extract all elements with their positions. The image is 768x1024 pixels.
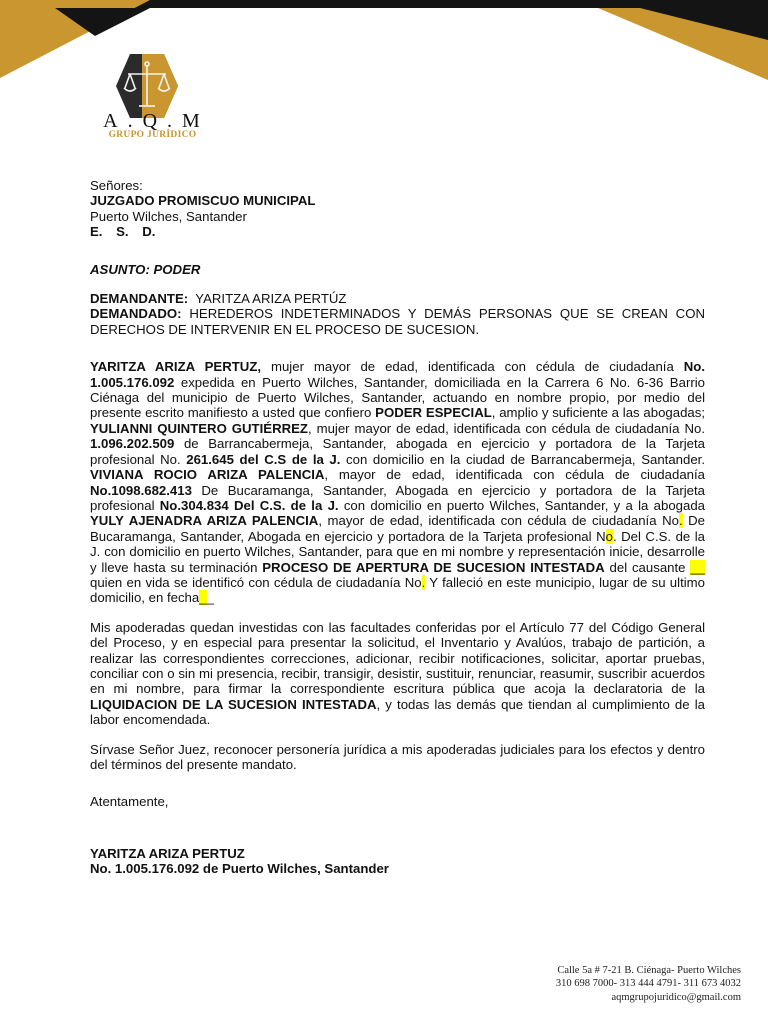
text-run: del causante	[604, 559, 691, 575]
highlight-blank: _	[199, 590, 207, 606]
highlight-blank: __	[690, 559, 705, 575]
text-run: , mayor de edad, identificada con cédula de ciudadanía No	[318, 513, 679, 529]
text-run: , mayor de edad, identificada con cédula de ciudadanía	[324, 467, 705, 483]
highlight-blank: .	[421, 574, 426, 590]
grantor-id: No. 1.005.176.092	[90, 359, 705, 390]
grantor-name: YARITZA ARIZA PERTUZ,	[90, 359, 262, 375]
signature-id: No. 1.005.176.092 de Puerto Wilches, Santander	[90, 861, 389, 877]
signature-name: YARITZA ARIZA PERTUZ	[90, 845, 245, 861]
salutation: Señores:	[90, 178, 143, 193]
text-run: Y falleció en este municipio, lugar de su ultimo domicilio, en fecha	[90, 574, 705, 606]
footer-contact	[556, 964, 741, 1004]
footer-phones: 310 698 7000- 313 444 4791- 311 673 4032	[555, 978, 741, 990]
process-name: PROCESO DE APERTURA DE SUCESION INTESTADA	[262, 559, 605, 575]
demandante-value: YARITZA ARIZA PERTÚZ	[195, 291, 347, 307]
demandante-label: DEMANDANTE:	[90, 291, 189, 307]
demandado-label: DEMANDADO:	[90, 306, 182, 322]
paragraph-facultades	[90, 620, 705, 728]
esd-line: E. S. D.	[90, 224, 156, 240]
court-name: JUZGADO PROMISCUO MUNICIPAL	[90, 193, 316, 209]
text-run: de Barrancabermeja, Santander, abogada en ejercicio y portadora de la Tarjeta profesional No.	[90, 436, 705, 467]
demandado-line	[90, 306, 705, 337]
demandado-value: HEREDEROS INDETERMINADOS Y DEMÁS PERSONAS QUE SE CREAN CON DERECHOS DE INTERVENIR EN EL PROCESO DE SUCESION.	[90, 306, 705, 337]
logo-letters: A.Q.M	[103, 110, 210, 132]
text-run: _	[206, 590, 214, 606]
highlight-blank: .	[678, 513, 683, 529]
liquidacion-name: LIQUIDACION DE LA SUCESION INTESTADA	[90, 696, 377, 712]
text-run: con domicilio en la ciudad de Barrancabermeja, Santander.	[340, 451, 705, 467]
text-run: , y todas las demás que tiendan al cumplimiento de la labor encomendada.	[90, 696, 705, 728]
text-run: De Bucaramanga, Santander, Abogada en ejercicio y portadora de la Tarjeta profesional N	[90, 513, 705, 544]
text-run: . Del C.S. de la J. con domicilio en puerto Wilches, Santander, para que en mi nombre y representación inicie, desarrolle y lleve hasta su terminación	[90, 528, 706, 575]
letter-body	[90, 178, 705, 877]
text-run: , mujer mayor de edad, identificada con cédula de ciudadanía No.	[307, 420, 705, 436]
poder-especial: PODER ESPECIAL	[375, 405, 492, 421]
attorney-2-name: VIVIANA ROCIO ARIZA PALENCIA	[90, 467, 325, 483]
attorney-1-id: 1.096.202.509	[90, 436, 175, 452]
paragraph-poder	[90, 359, 705, 606]
logo-text	[95, 110, 210, 140]
demandante-line	[90, 291, 705, 306]
subject-line: ASUNTO: PODER	[90, 261, 201, 277]
closing: Atentamente,	[90, 794, 169, 810]
text-run: mujer mayor de edad, identificada con cédula de ciudadanía	[261, 359, 684, 375]
court-city: Puerto Wilches, Santander	[90, 208, 247, 224]
text-run: quien en vida se identificó con cédula de ciudadanía No	[90, 574, 422, 590]
attorney-1-card: 261.645 del C.S de la J.	[186, 451, 341, 467]
text-run: Mis apoderadas quedan investidas con las facultades conferidas por el Artículo 77 del Código General del Proceso, y en especial para presentar la solicitud, el Inventario y Avalúos, trabajo de partición, a realizar las correspondientes correcciones, adicionar, recibir notificaciones, solicitar, aportar pruebas, conciliar con o sin mi presencia, recibir, transigir, desistir, sustituir, renunciar, reasumir, suscribir acuerdos en mi nombre, para firmar la correspondiente escritura pública que acoja la declaratoria de la	[90, 619, 705, 697]
attorney-3-name: YULY AJENADRA ARIZA PALENCIA	[90, 513, 319, 529]
attorney-2-card: No.304.834 Del C.S. de la J.	[159, 497, 339, 513]
footer-email: aqmgrupojuridico@gmail.com	[611, 991, 741, 1003]
highlight-blank: o	[605, 528, 613, 544]
text-run: De Bucaramanga, Santander, Abogada en ejercicio y portadora de la Tarjeta profesional	[90, 482, 705, 513]
attorney-2-id: No.1098.682.413	[90, 482, 192, 498]
footer-address: Calle 5a # 7-21 B. Ciénaga- Puerto Wilches	[557, 965, 741, 976]
paragraph-request: Sírvase Señor Juez, reconocer personería jurídica a mis apoderadas judiciales para los efectos y dentro del términos del presente mandato.	[90, 741, 705, 772]
attorney-1-name: YULIANNI QUINTERO GUTIÉRREZ	[90, 420, 308, 436]
text-run: con domicilio en puerto Wilches, Santander, y a la abogada	[338, 497, 705, 513]
logo-subtitle: GRUPO JURÍDICO	[108, 130, 197, 140]
text-run: , amplio y suficiente a las abogadas;	[491, 405, 705, 421]
text-run: expedida en Puerto Wilches, Santander, domiciliada en la Carrera 6 No. 6-36 Barrio Ciénaga del municipio de Puerto Wilches, Santander, actuando en nombre propio, por medio del presente escrito manifiesto a usted que confiero	[90, 374, 705, 421]
